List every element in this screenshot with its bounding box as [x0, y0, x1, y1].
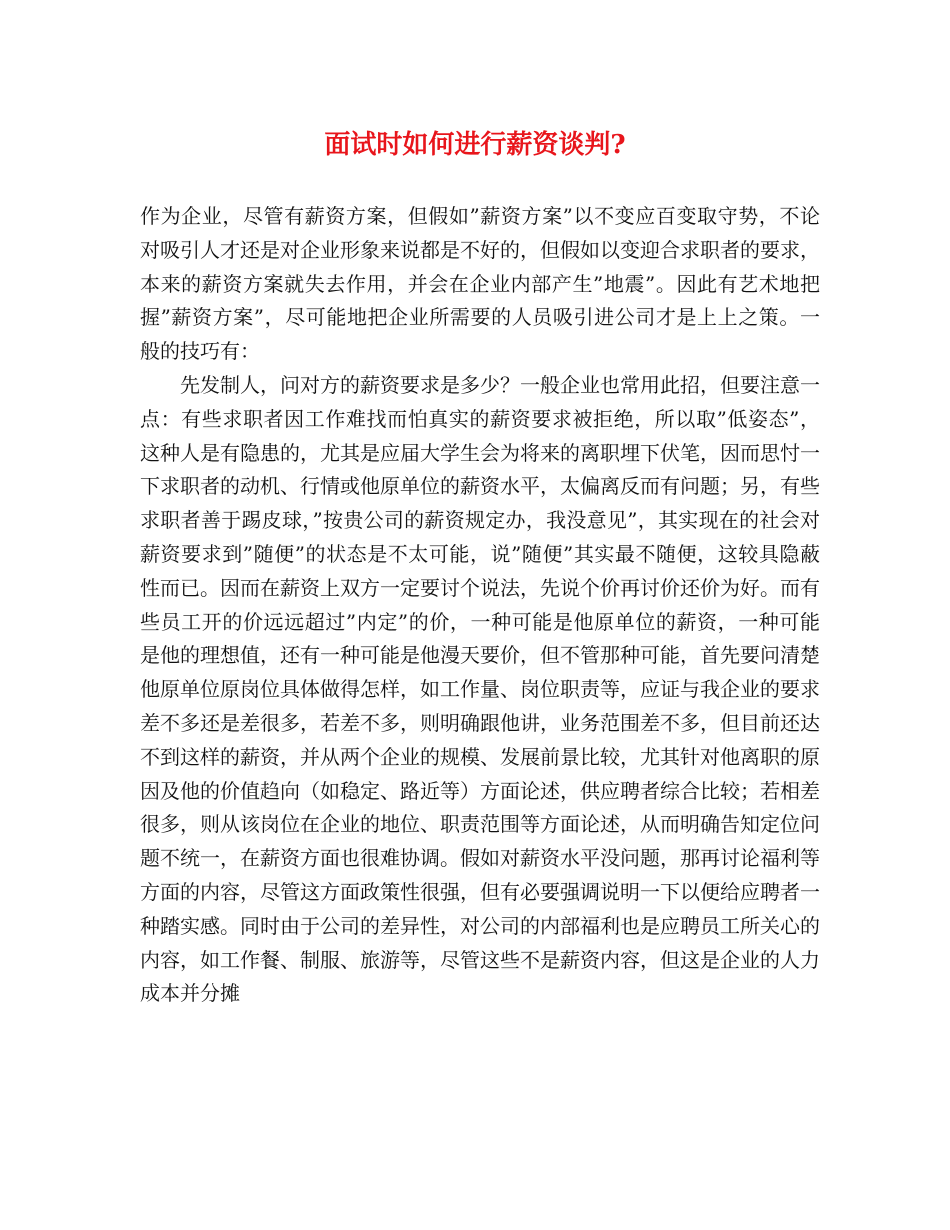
paragraph-strategy: 先发制人，问对方的薪资要求是多少？一般企业也常用此招，但要注意一点：有些求职者因工作难找而怕真实的薪资要求被拒绝，所以取”低姿态”，这种人是有隐患的，尤其是应届大学生会为将来的离职埋下伏笔，因而思忖一下求职者的动机、行情或他原单位的薪资水平，太偏离反而有问题；另，有些求职者善于踢皮球，”按贵公司的薪资规定办，我没意见”，其实现在的社会对薪资要求到”随便”的状态是不太可能，说”随便”其实最不随便，这较具隐蔽性而已。因而在薪资上双方一定要讨个说法，先说个价再讨价还价为好。而有些员工开的价远远超过”内定”的价，一种可能是他原单位的薪资，一种可能是他的理想值，还有一种可能是他漫天要价，但不管那种可能，首先要问清楚他原单位原岗位具体做得怎样，如工作量、岗位职责等，应证与我企业的要求差不多还是差很多，若差不多，则明确跟他讲，业务范围差不多，但目前还达不到这样的薪资，并从两个企业的规模、发展前景比较，尤其针对他离职的原因及他的价值趋向（如稳定、路近等）方面论述，供应聘者综合比较；若相差很多，则从该岗位在企业的地位、职责范围等方面论述，从而明确告知定位问题不统一，在薪资方面也很难协调。假如对薪资水平没问题，那再讨论福利等方面的内容，尽管这方面政策性很强，但有必要强调说明一下以便给应聘者一种踏实感。同时由于公司的差异性，对公司的内部福利也是应聘员工所关心的内容，如工作餐、制服、旅游等，尽管这些不是薪资内容，但这是企业的人力成本并分摊: [140, 372, 820, 1006]
document-body: [140, 200, 820, 1011]
paragraph-intro: 作为企业，尽管有薪资方案，但假如”薪资方案”以不变应百变取守势，不论对吸引人才还是对企业形象来说都是不好的，但假如以变迎合求职者的要求，本来的薪资方案就失去作用，并会在企业内部产生”地震”。因此有艺术地把握”薪资方案”，尽可能地把企业所需要的人员吸引进公司才是上上之策。一般的技巧有：: [140, 204, 820, 364]
document-title: 面试时如何进行薪资谈判?: [324, 130, 626, 160]
